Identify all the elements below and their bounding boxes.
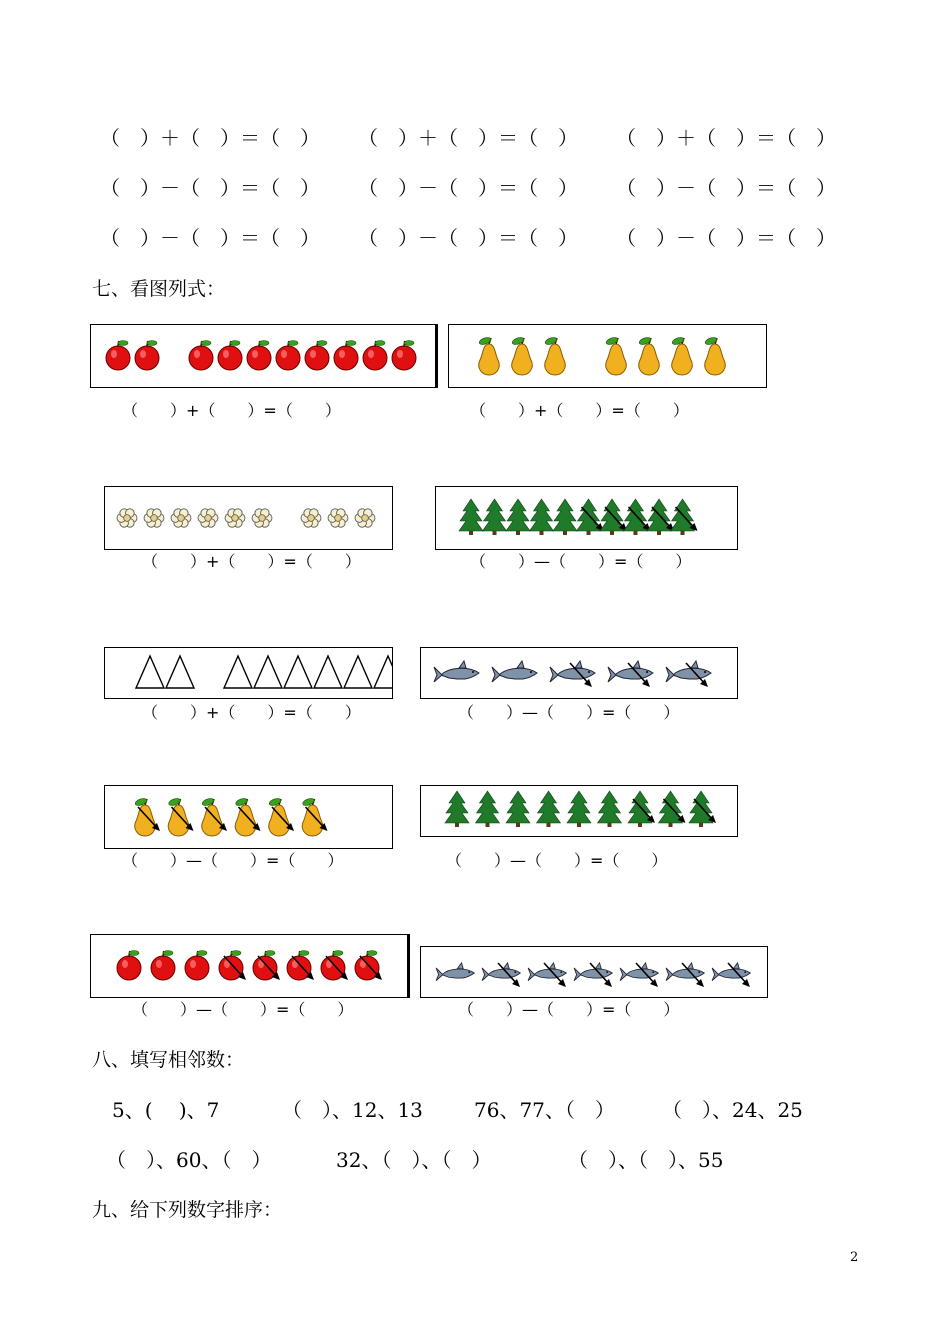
shark-icon — [666, 661, 711, 682]
picture-box-sharks-subtract — [420, 647, 738, 699]
flower-icon — [355, 509, 375, 527]
tree-icon — [483, 499, 507, 535]
pear-icon — [134, 797, 155, 836]
pear-icon — [478, 336, 499, 375]
pear-icon — [268, 797, 289, 836]
picture-box-sharks-subtract-2 — [420, 946, 768, 998]
equation-blank: （ ）－（ ）＝（ ） — [616, 226, 836, 250]
triangle-icon — [314, 656, 342, 688]
tree-icon — [598, 791, 622, 827]
apple-icon — [219, 951, 243, 981]
equation-blank: （ ）＋（ ）＝（ ） — [616, 126, 836, 150]
picture-box-pears-add — [448, 324, 767, 388]
answer-line: （ ）+（ ）=（ ） — [142, 552, 361, 571]
triangle-icon — [254, 656, 282, 688]
equation-blank: （ ）＋（ ）＝（ ） — [100, 126, 320, 150]
pear-icon — [704, 336, 725, 375]
tree-icon — [506, 791, 530, 827]
picture-box-apples-add — [90, 324, 438, 388]
answer-line: （ ）—（ ）=（ ） — [458, 1000, 680, 1019]
shark-icon — [550, 661, 595, 682]
pear-icon — [544, 336, 565, 375]
tree-icon — [537, 791, 561, 827]
tree-icon — [553, 499, 577, 535]
picture-box-pears-subtract — [104, 785, 393, 849]
equation-blank: （ ）－（ ）＝（ ） — [358, 226, 578, 250]
equation-row-1 — [100, 122, 860, 152]
answer-line: （ ）+（ ）=（ ） — [122, 401, 341, 420]
equation-blank: （ ）－（ ）＝（ ） — [358, 176, 578, 200]
tree-icon — [659, 791, 683, 827]
picture-box-apples-subtract — [90, 934, 410, 998]
apple-icon — [321, 951, 345, 981]
pear-icon — [605, 336, 626, 375]
answer-line: （ ）—（ ）=（ ） — [470, 552, 692, 571]
shark-icon — [608, 661, 653, 682]
flower-icon — [171, 509, 191, 527]
tree-icon — [567, 791, 591, 827]
apple-icon — [218, 341, 242, 371]
tree-icon — [459, 499, 483, 535]
apple-icon — [135, 341, 159, 371]
apple-icon — [363, 341, 387, 371]
page-number: 2 — [850, 1250, 859, 1265]
pear-icon — [671, 336, 692, 375]
picture-box-trees-subtract — [435, 486, 738, 550]
neighbor-item: （ ）、12、13 — [282, 1098, 423, 1122]
apple-icon — [355, 951, 379, 981]
equation-blank: （ ）－（ ）＝（ ） — [100, 176, 320, 200]
equation-blank: （ ）＋（ ）＝（ ） — [358, 126, 578, 150]
equation-row-2 — [100, 172, 860, 202]
apple-icon — [287, 951, 311, 981]
neighbor-item: （ ）、24、25 — [662, 1098, 803, 1122]
apple-icon — [253, 951, 277, 981]
flower-icon — [252, 509, 272, 527]
neighbor-item: （ ）、（ ）、55 — [568, 1148, 724, 1172]
flower-icon — [328, 509, 348, 527]
flower-icon — [117, 509, 137, 527]
pear-icon — [511, 336, 532, 375]
tree-icon — [530, 499, 554, 535]
flower-icon — [225, 509, 245, 527]
triangle-icon — [374, 656, 392, 688]
answer-line: （ ）—（ ）=（ ） — [122, 851, 344, 870]
equation-blank: （ ）－（ ）＝（ ） — [616, 176, 836, 200]
flower-icon — [144, 509, 164, 527]
tree-icon — [671, 499, 695, 535]
triangle-icon — [224, 656, 252, 688]
tree-icon — [624, 499, 648, 535]
tree-icon — [647, 499, 671, 535]
answer-line: （ ）+（ ）=（ ） — [470, 401, 689, 420]
flower-icon — [198, 509, 218, 527]
picture-box-triangles-add — [104, 647, 393, 699]
tree-icon — [689, 791, 713, 827]
answer-line: （ ）+（ ）=（ ） — [142, 703, 361, 722]
apple-icon — [106, 341, 130, 371]
apple-icon — [276, 341, 300, 371]
pear-icon — [201, 797, 222, 836]
answer-line: （ ）—（ ）=（ ） — [132, 1000, 354, 1019]
neighbor-item: 76、77、（ ） — [474, 1098, 615, 1122]
shark-icon — [492, 661, 537, 682]
section-9-title: 九、给下列数字排序： — [92, 1199, 283, 1221]
apple-icon — [247, 341, 271, 371]
shark-icon — [436, 963, 474, 981]
section-7-title: 七、看图列式： — [92, 278, 226, 300]
neighbor-item: （ ）、60、（ ） — [106, 1148, 272, 1172]
pear-icon — [638, 336, 659, 375]
picture-box-trees-subtract-2 — [420, 785, 738, 837]
neighbor-item: 5、( )、7 — [112, 1098, 220, 1122]
triangle-icon — [284, 656, 312, 688]
apple-icon — [305, 341, 329, 371]
apple-icon — [117, 951, 141, 981]
answer-line: （ ）—（ ）=（ ） — [458, 703, 680, 722]
pear-icon — [235, 797, 256, 836]
flower-icon — [301, 509, 321, 527]
triangle-icon — [136, 656, 164, 688]
triangle-icon — [344, 656, 372, 688]
tree-icon — [600, 499, 624, 535]
equation-blank: （ ）－（ ）＝（ ） — [100, 226, 320, 250]
shark-icon — [434, 661, 479, 682]
equation-row-3 — [100, 222, 860, 252]
tree-icon — [476, 791, 500, 827]
neighbor-item: 32、（ ）、（ ） — [336, 1148, 492, 1172]
apple-icon — [185, 951, 209, 981]
pear-icon — [302, 797, 323, 836]
picture-box-flowers-add — [104, 486, 393, 550]
answer-line: （ ）—（ ）=（ ） — [446, 851, 668, 870]
section-8-title: 八、填写相邻数： — [92, 1049, 245, 1071]
apple-icon — [189, 341, 213, 371]
apple-icon — [151, 951, 175, 981]
tree-icon — [577, 499, 601, 535]
apple-icon — [392, 341, 416, 371]
tree-icon — [445, 791, 469, 827]
tree-icon — [506, 499, 530, 535]
pear-icon — [168, 797, 189, 836]
triangle-icon — [166, 656, 194, 688]
apple-icon — [334, 341, 358, 371]
tree-icon — [628, 791, 652, 827]
